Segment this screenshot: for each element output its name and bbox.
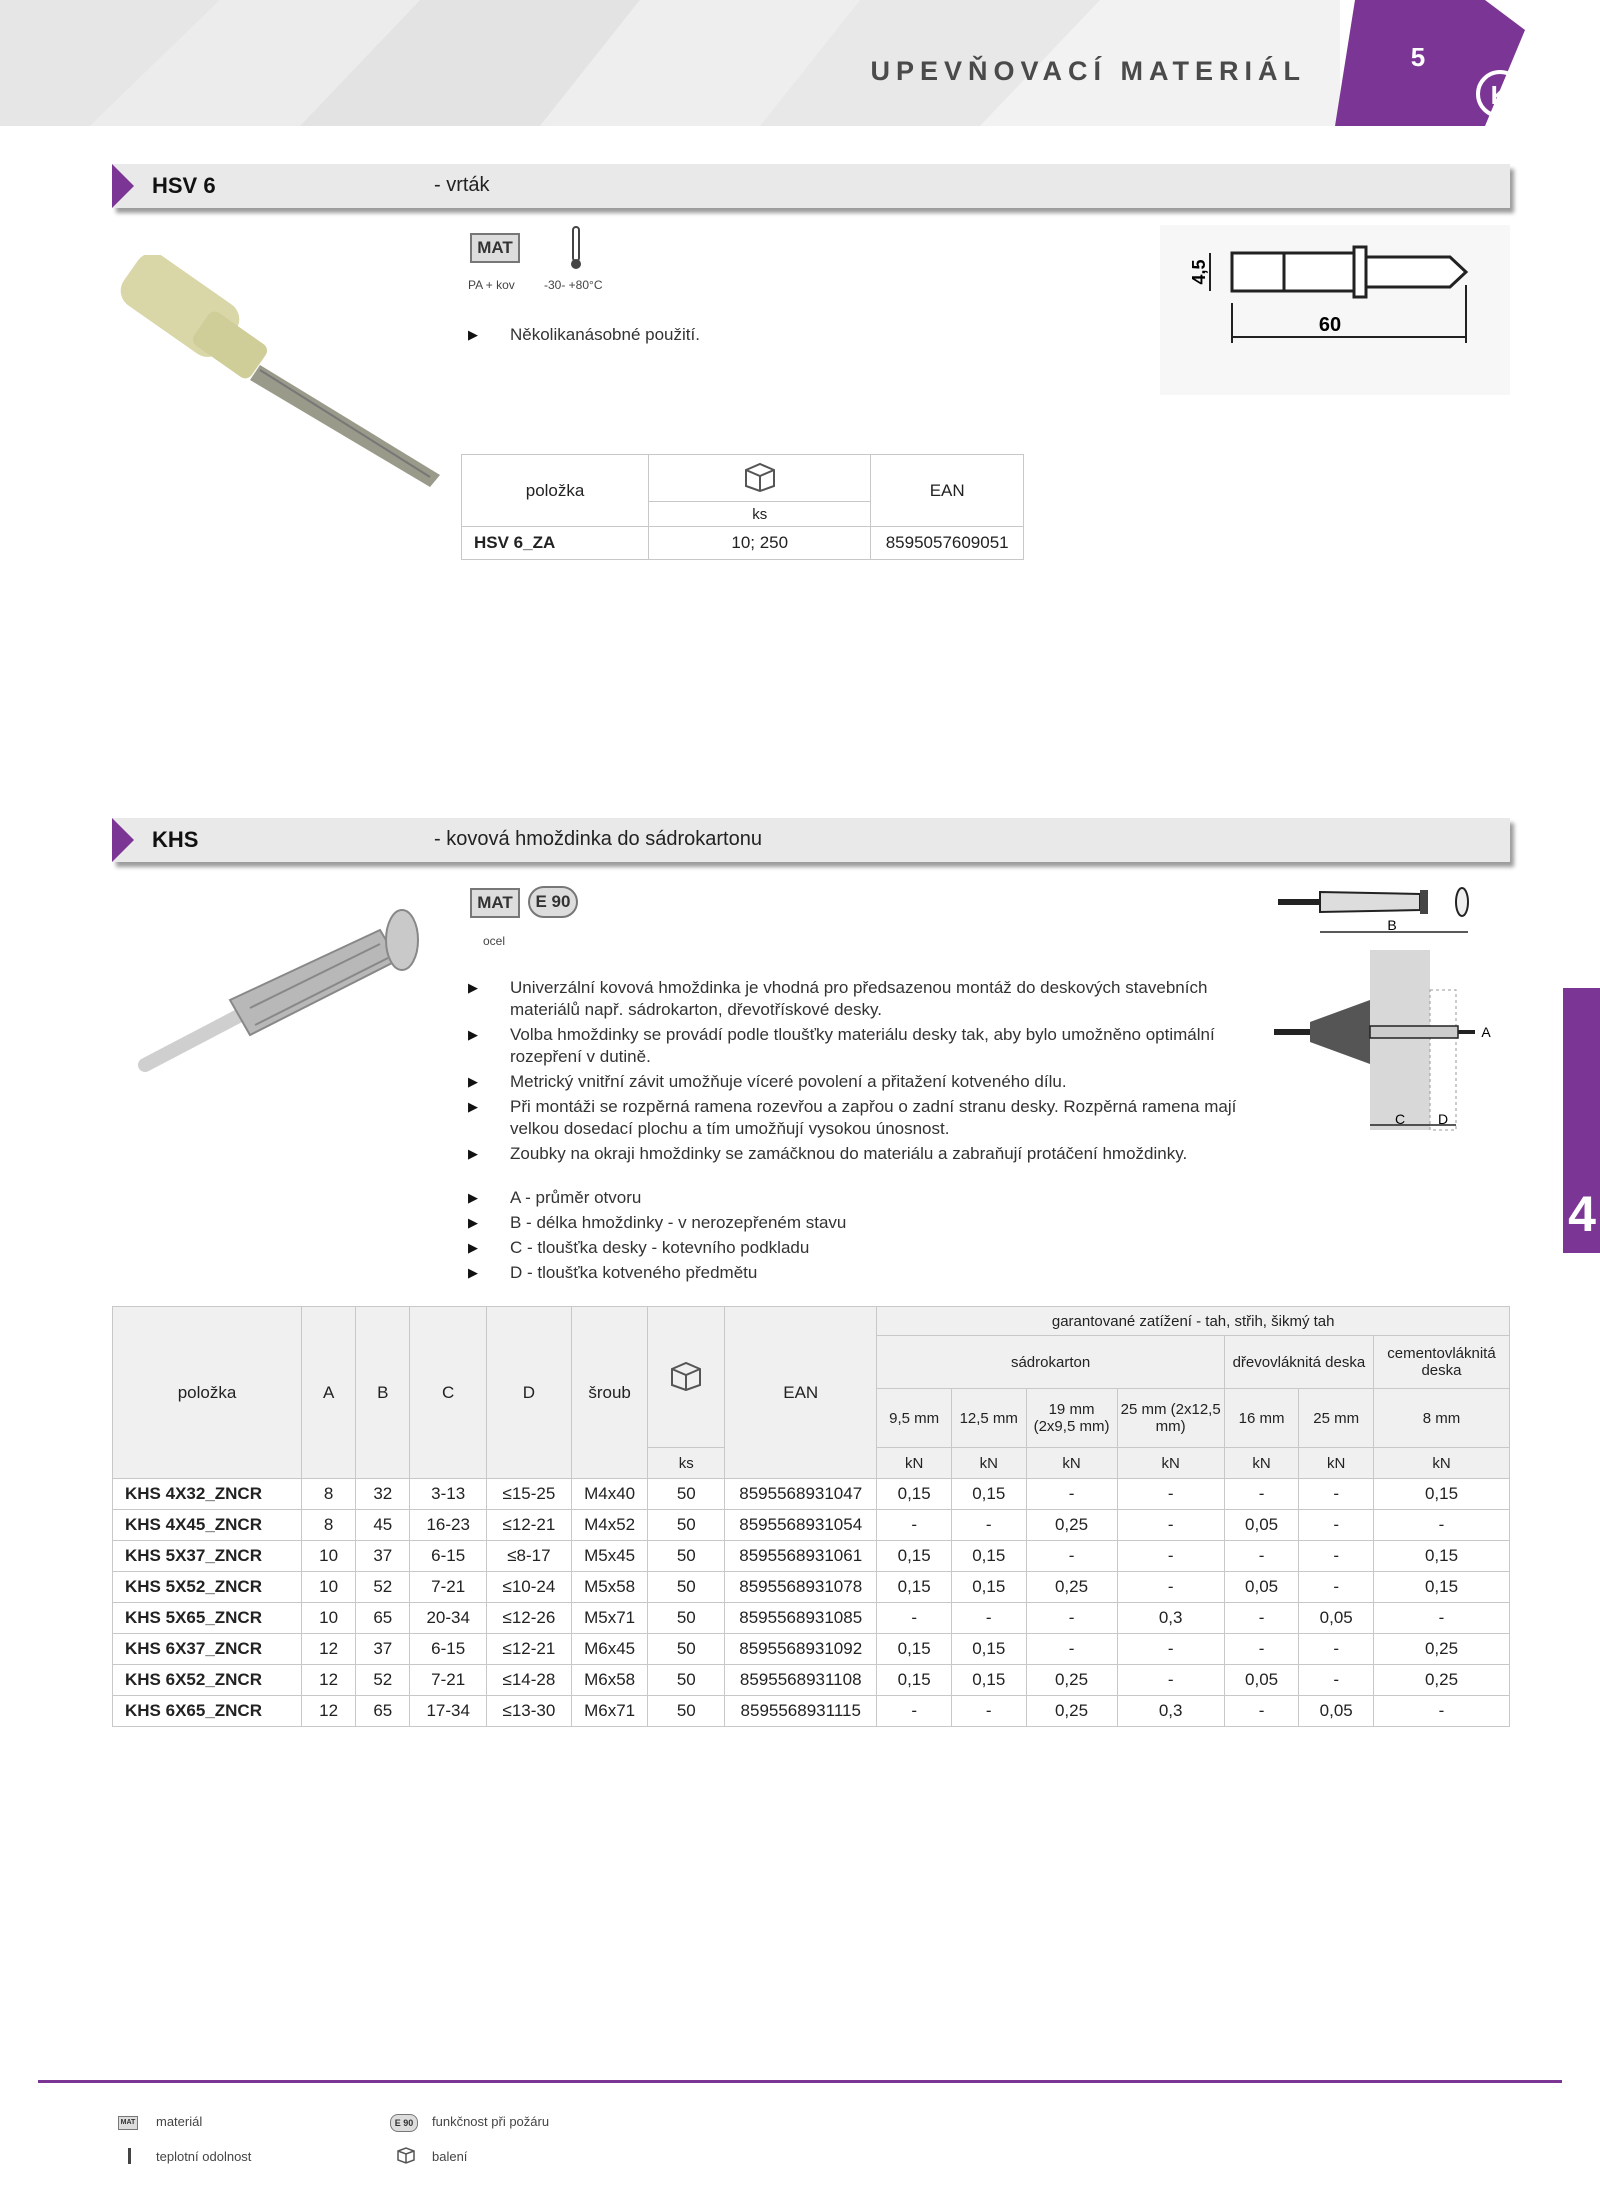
material-badge: MAT xyxy=(470,888,520,918)
cell-load: 0,25 xyxy=(1026,1665,1117,1696)
cell-a: 12 xyxy=(302,1696,356,1727)
cell-load: - xyxy=(1117,1572,1224,1603)
table-row xyxy=(113,1510,1510,1541)
fire-resistance-badge: E 90 xyxy=(528,886,578,918)
cell-screw: M4x40 xyxy=(571,1479,648,1510)
cell-load: 0,15 xyxy=(1373,1572,1509,1603)
cell-load: - xyxy=(1299,1634,1374,1665)
cell-load: - xyxy=(1299,1665,1374,1696)
cell-load: 0,15 xyxy=(877,1572,952,1603)
cell-ean: 8595568931047 xyxy=(725,1479,877,1510)
legend-item: ▶ D - tloušťka kotveného předmětu xyxy=(468,1262,1168,1284)
header-item: položka xyxy=(462,455,649,527)
section-bar-hsv xyxy=(112,164,1510,208)
cell-c: 17-34 xyxy=(410,1696,487,1727)
cell-item: KHS 4X32_ZNCR xyxy=(113,1479,302,1510)
cell-screw: M6x71 xyxy=(571,1696,648,1727)
cell-b: 65 xyxy=(356,1696,410,1727)
drawing-label-b: B xyxy=(1387,917,1397,933)
cell-a: 10 xyxy=(302,1603,356,1634)
cell-load: - xyxy=(1224,1603,1299,1634)
cell-load: - xyxy=(1299,1510,1374,1541)
cell-load: - xyxy=(1117,1510,1224,1541)
header-ean: EAN xyxy=(725,1307,877,1479)
table-row xyxy=(113,1479,1510,1510)
cell-screw: M6x58 xyxy=(571,1665,648,1696)
header-fiberboard: dřevovláknitá deska xyxy=(1224,1336,1373,1389)
material-text: ocel xyxy=(483,934,506,948)
cell-load: - xyxy=(1373,1696,1509,1727)
cell-d: ≤8-17 xyxy=(487,1541,572,1572)
legend-item: ▶ A - průměr otvoru xyxy=(468,1187,1168,1209)
cell-ean: 8595568931085 xyxy=(725,1603,877,1634)
cell-load: - xyxy=(1299,1479,1374,1510)
cell-load: 0,3 xyxy=(1117,1603,1224,1634)
header-screw: šroub xyxy=(571,1307,648,1479)
cell-load: 0,15 xyxy=(1373,1541,1509,1572)
cell-load: - xyxy=(1117,1665,1224,1696)
section-description: - kovová hmoždinka do sádrokartonu xyxy=(434,828,762,850)
feature-item: ▶ Zoubky na okraji hmoždinky se zamáčknou do materiálu a zabraňují protáčení hmoždinky. xyxy=(468,1143,1258,1165)
cell-load: 0,15 xyxy=(951,1541,1026,1572)
material-text: PA + kov xyxy=(468,278,515,292)
cell-a: 10 xyxy=(302,1541,356,1572)
product-image-khs xyxy=(130,880,440,1080)
header-load: garantované zatížení - tah, střih, šikmý tah xyxy=(877,1307,1510,1336)
cell-ean: 8595057609051 xyxy=(871,527,1024,560)
product-image-hsv xyxy=(110,255,450,495)
cell-d: ≤15-25 xyxy=(487,1479,572,1510)
material-badge: MAT xyxy=(470,233,520,263)
thermometer-icon xyxy=(128,2148,131,2164)
cell-item: KHS 5X37_ZNCR xyxy=(113,1541,302,1572)
header-package xyxy=(648,1307,725,1448)
chapter-number: 4 xyxy=(1568,1186,1596,1242)
cell-load: - xyxy=(1299,1572,1374,1603)
cell-item: KHS 6X52_ZNCR xyxy=(113,1665,302,1696)
cell-d: ≤13-30 xyxy=(487,1696,572,1727)
cell-d: ≤10-24 xyxy=(487,1572,572,1603)
cell-load: 0,15 xyxy=(951,1479,1026,1510)
cell-load: 0,05 xyxy=(1299,1696,1374,1727)
cell-load: 0,25 xyxy=(1373,1634,1509,1665)
cell-load: 0,25 xyxy=(1026,1510,1117,1541)
section-bar-khs xyxy=(112,818,1510,862)
header-unit: kN xyxy=(1026,1448,1117,1479)
cell-load: - xyxy=(1117,1634,1224,1665)
cell-a: 8 xyxy=(302,1510,356,1541)
cell-ks: 50 xyxy=(648,1572,725,1603)
cell-load: 0,3 xyxy=(1117,1696,1224,1727)
drawing-label-a: A xyxy=(1481,1024,1491,1040)
box-icon xyxy=(666,1359,706,1391)
cell-load: 0,15 xyxy=(877,1665,952,1696)
technical-drawing-hsv xyxy=(1160,225,1510,395)
cell-load: - xyxy=(1224,1696,1299,1727)
drawing-dimension-diameter: 4,5 xyxy=(1189,259,1209,285)
cell-b: 52 xyxy=(356,1572,410,1603)
cell-load: - xyxy=(1026,1634,1117,1665)
cell-load: - xyxy=(877,1510,952,1541)
cell-load: 0,25 xyxy=(1026,1696,1117,1727)
cell-c: 20-34 xyxy=(410,1603,487,1634)
feature-item: ▶ Několikanásobné použití. xyxy=(468,324,1068,346)
table-hsv xyxy=(461,454,1024,560)
header-sub: 12,5 mm xyxy=(951,1389,1026,1448)
section-marker-icon xyxy=(112,818,134,862)
legend-package: balení xyxy=(432,2149,468,2164)
cell-item: KHS 4X45_ZNCR xyxy=(113,1510,302,1541)
thermometer-icon xyxy=(569,225,583,271)
header-unit: kN xyxy=(1117,1448,1224,1479)
cell-ks: 50 xyxy=(648,1665,725,1696)
cell-ks: 50 xyxy=(648,1634,725,1665)
cell-ean: 8595568931054 xyxy=(725,1510,877,1541)
cell-load: 0,05 xyxy=(1224,1665,1299,1696)
section-code: HSV 6 xyxy=(152,173,216,198)
cell-load: - xyxy=(1373,1603,1509,1634)
cell-load: - xyxy=(1026,1479,1117,1510)
table-khs xyxy=(112,1306,1510,1727)
cell-ks: 50 xyxy=(648,1603,725,1634)
feature-list-hsv xyxy=(468,324,1068,349)
cell-b: 52 xyxy=(356,1665,410,1696)
cell-item: KHS 6X65_ZNCR xyxy=(113,1696,302,1727)
header-sub: 8 mm xyxy=(1373,1389,1509,1448)
cell-load: 0,25 xyxy=(1373,1665,1509,1696)
cell-b: 65 xyxy=(356,1603,410,1634)
cell-load: 0,25 xyxy=(1026,1572,1117,1603)
cell-ks: 50 xyxy=(648,1541,725,1572)
header-sub: 25 mm (2x12,5 mm) xyxy=(1117,1389,1224,1448)
cell-item: KHS 5X65_ZNCR xyxy=(113,1603,302,1634)
section-marker-icon xyxy=(112,164,134,208)
cell-ean: 8595568931078 xyxy=(725,1572,877,1603)
cell-load: 0,05 xyxy=(1224,1510,1299,1541)
cell-ks: 50 xyxy=(648,1696,725,1727)
cell-load: 0,15 xyxy=(1373,1479,1509,1510)
cell-a: 12 xyxy=(302,1634,356,1665)
header-b: B xyxy=(356,1307,410,1479)
header-a: A xyxy=(302,1307,356,1479)
header-d: D xyxy=(487,1307,572,1479)
cell-load: - xyxy=(1224,1541,1299,1572)
cell-item: KHS 6X37_ZNCR xyxy=(113,1634,302,1665)
drawing-label-c: C xyxy=(1394,1111,1406,1127)
legend-fire-badge: E 90 xyxy=(390,2114,418,2132)
header-unit: kN xyxy=(1224,1448,1299,1479)
cell-ks: 10; 250 xyxy=(649,527,871,560)
cell-load: - xyxy=(1299,1541,1374,1572)
cell-b: 37 xyxy=(356,1634,410,1665)
cell-screw: M4x52 xyxy=(571,1510,648,1541)
cell-d: ≤14-28 xyxy=(487,1665,572,1696)
cell-load: - xyxy=(951,1603,1026,1634)
footer-divider xyxy=(38,2080,1562,2083)
cell-load: 0,05 xyxy=(1299,1603,1374,1634)
cell-load: - xyxy=(1117,1479,1224,1510)
header-item: položka xyxy=(113,1307,302,1479)
cell-item: HSV 6_ZA xyxy=(462,527,649,560)
cell-load: - xyxy=(877,1603,952,1634)
cell-load: - xyxy=(1224,1634,1299,1665)
cell-d: ≤12-21 xyxy=(487,1510,572,1541)
legend-temperature: teplotní odolnost xyxy=(156,2149,252,2164)
header-package xyxy=(649,455,871,502)
cell-load: 0,15 xyxy=(877,1479,952,1510)
cell-c: 6-15 xyxy=(410,1634,487,1665)
technical-drawing-khs xyxy=(1270,880,1495,1145)
cell-screw: M6x45 xyxy=(571,1634,648,1665)
header-sub: 19 mm (2x9,5 mm) xyxy=(1026,1389,1117,1448)
box-icon xyxy=(740,460,780,492)
cell-c: 16-23 xyxy=(410,1510,487,1541)
header-cementboard: cementovláknitá deska xyxy=(1373,1336,1509,1389)
cell-load: - xyxy=(1026,1541,1117,1572)
feature-list-khs xyxy=(468,977,1258,1168)
page-header-title: UPEVŇOVACÍ MATERIÁL xyxy=(870,56,1306,86)
section-description: - vrták xyxy=(434,174,490,196)
cell-ean: 8595568931115 xyxy=(725,1696,877,1727)
dimension-legend xyxy=(468,1187,1168,1287)
table-row xyxy=(113,1572,1510,1603)
cell-load: - xyxy=(951,1696,1026,1727)
cell-load: 0,15 xyxy=(951,1665,1026,1696)
feature-item: ▶ Při montáži se rozpěrná ramena rozevřou a zapřou o zadní stranu desky. Rozpěrná ramena mají velkou dosedací plochu a tím umožňují vysokou únosnost. xyxy=(468,1096,1258,1140)
header-drywall: sádrokarton xyxy=(877,1336,1224,1389)
cell-screw: M5x71 xyxy=(571,1603,648,1634)
cell-a: 12 xyxy=(302,1665,356,1696)
cell-ks: 50 xyxy=(648,1510,725,1541)
cell-a: 8 xyxy=(302,1479,356,1510)
feature-item: ▶ Univerzální kovová hmoždinka je vhodná pro předsazenou montáž do deskových stavebních materiálů např. sádrokarton, dřevotřískové desky. xyxy=(468,977,1258,1021)
legend-item: ▶ B - délka hmoždinky - v nerozepřeném stavu xyxy=(468,1212,1168,1234)
cell-b: 45 xyxy=(356,1510,410,1541)
cell-b: 37 xyxy=(356,1541,410,1572)
drawing-label-d: D xyxy=(1437,1111,1449,1127)
cell-ean: 8595568931108 xyxy=(725,1665,877,1696)
cell-d: ≤12-21 xyxy=(487,1634,572,1665)
legend-material: materiál xyxy=(156,2114,203,2129)
cell-b: 32 xyxy=(356,1479,410,1510)
header-unit: kN xyxy=(877,1448,952,1479)
drawing-dimension-length: 60 xyxy=(1318,314,1342,336)
cell-load: - xyxy=(1026,1603,1117,1634)
header-unit: kN xyxy=(1373,1448,1509,1479)
header-sub: 16 mm xyxy=(1224,1389,1299,1448)
box-icon xyxy=(396,2146,416,2164)
cell-d: ≤12-26 xyxy=(487,1603,572,1634)
header-unit: kN xyxy=(951,1448,1026,1479)
cell-ks: 50 xyxy=(648,1479,725,1510)
table-row xyxy=(462,527,1024,560)
legend-fire: funkčnost při požáru xyxy=(432,2114,550,2129)
svg-text:K: K xyxy=(1490,80,1510,110)
header-c: C xyxy=(410,1307,487,1479)
cell-c: 3-13 xyxy=(410,1479,487,1510)
cell-screw: M5x58 xyxy=(571,1572,648,1603)
cell-load: 0,15 xyxy=(877,1541,952,1572)
page-number: 5 xyxy=(1410,42,1426,72)
cell-c: 6-15 xyxy=(410,1541,487,1572)
cell-c: 7-21 xyxy=(410,1572,487,1603)
section-code: KHS xyxy=(152,827,199,852)
table-row xyxy=(113,1696,1510,1727)
feature-item: ▶ Metrický vnitřní závit umožňuje víceré povolení a přitažení kotveného dílu. xyxy=(468,1071,1258,1093)
cell-ean: 8595568931061 xyxy=(725,1541,877,1572)
header-ean: EAN xyxy=(871,455,1024,527)
cell-load: - xyxy=(951,1510,1026,1541)
table-row xyxy=(113,1541,1510,1572)
table-row xyxy=(113,1634,1510,1665)
cell-load: - xyxy=(1373,1510,1509,1541)
cell-c: 7-21 xyxy=(410,1665,487,1696)
cell-load: 0,15 xyxy=(951,1634,1026,1665)
legend-item: ▶ C - tloušťka desky - kotevního podkladu xyxy=(468,1237,1168,1259)
table-row xyxy=(113,1603,1510,1634)
cell-load: - xyxy=(877,1696,952,1727)
cell-a: 10 xyxy=(302,1572,356,1603)
cell-load: - xyxy=(1224,1479,1299,1510)
header-unit: kN xyxy=(1299,1448,1374,1479)
table-row xyxy=(113,1665,1510,1696)
header-ks: ks xyxy=(648,1448,725,1479)
cell-load: - xyxy=(1117,1541,1224,1572)
cell-load: 0,15 xyxy=(877,1634,952,1665)
legend-material-badge: MAT xyxy=(118,2116,138,2130)
cell-screw: M5x45 xyxy=(571,1541,648,1572)
temperature-range: -30- +80°C xyxy=(544,278,603,292)
cell-load: 0,15 xyxy=(951,1572,1026,1603)
header-ks: ks xyxy=(649,502,871,527)
header-sub: 9,5 mm xyxy=(877,1389,952,1448)
cell-ean: 8595568931092 xyxy=(725,1634,877,1665)
cell-load: 0,05 xyxy=(1224,1572,1299,1603)
cell-item: KHS 5X52_ZNCR xyxy=(113,1572,302,1603)
feature-item: ▶ Volba hmoždinky se provádí podle tloušťky materiálu desky tak, aby bylo umožněno optimální rozepření v dutině. xyxy=(468,1024,1258,1068)
header-sub: 25 mm xyxy=(1299,1389,1374,1448)
